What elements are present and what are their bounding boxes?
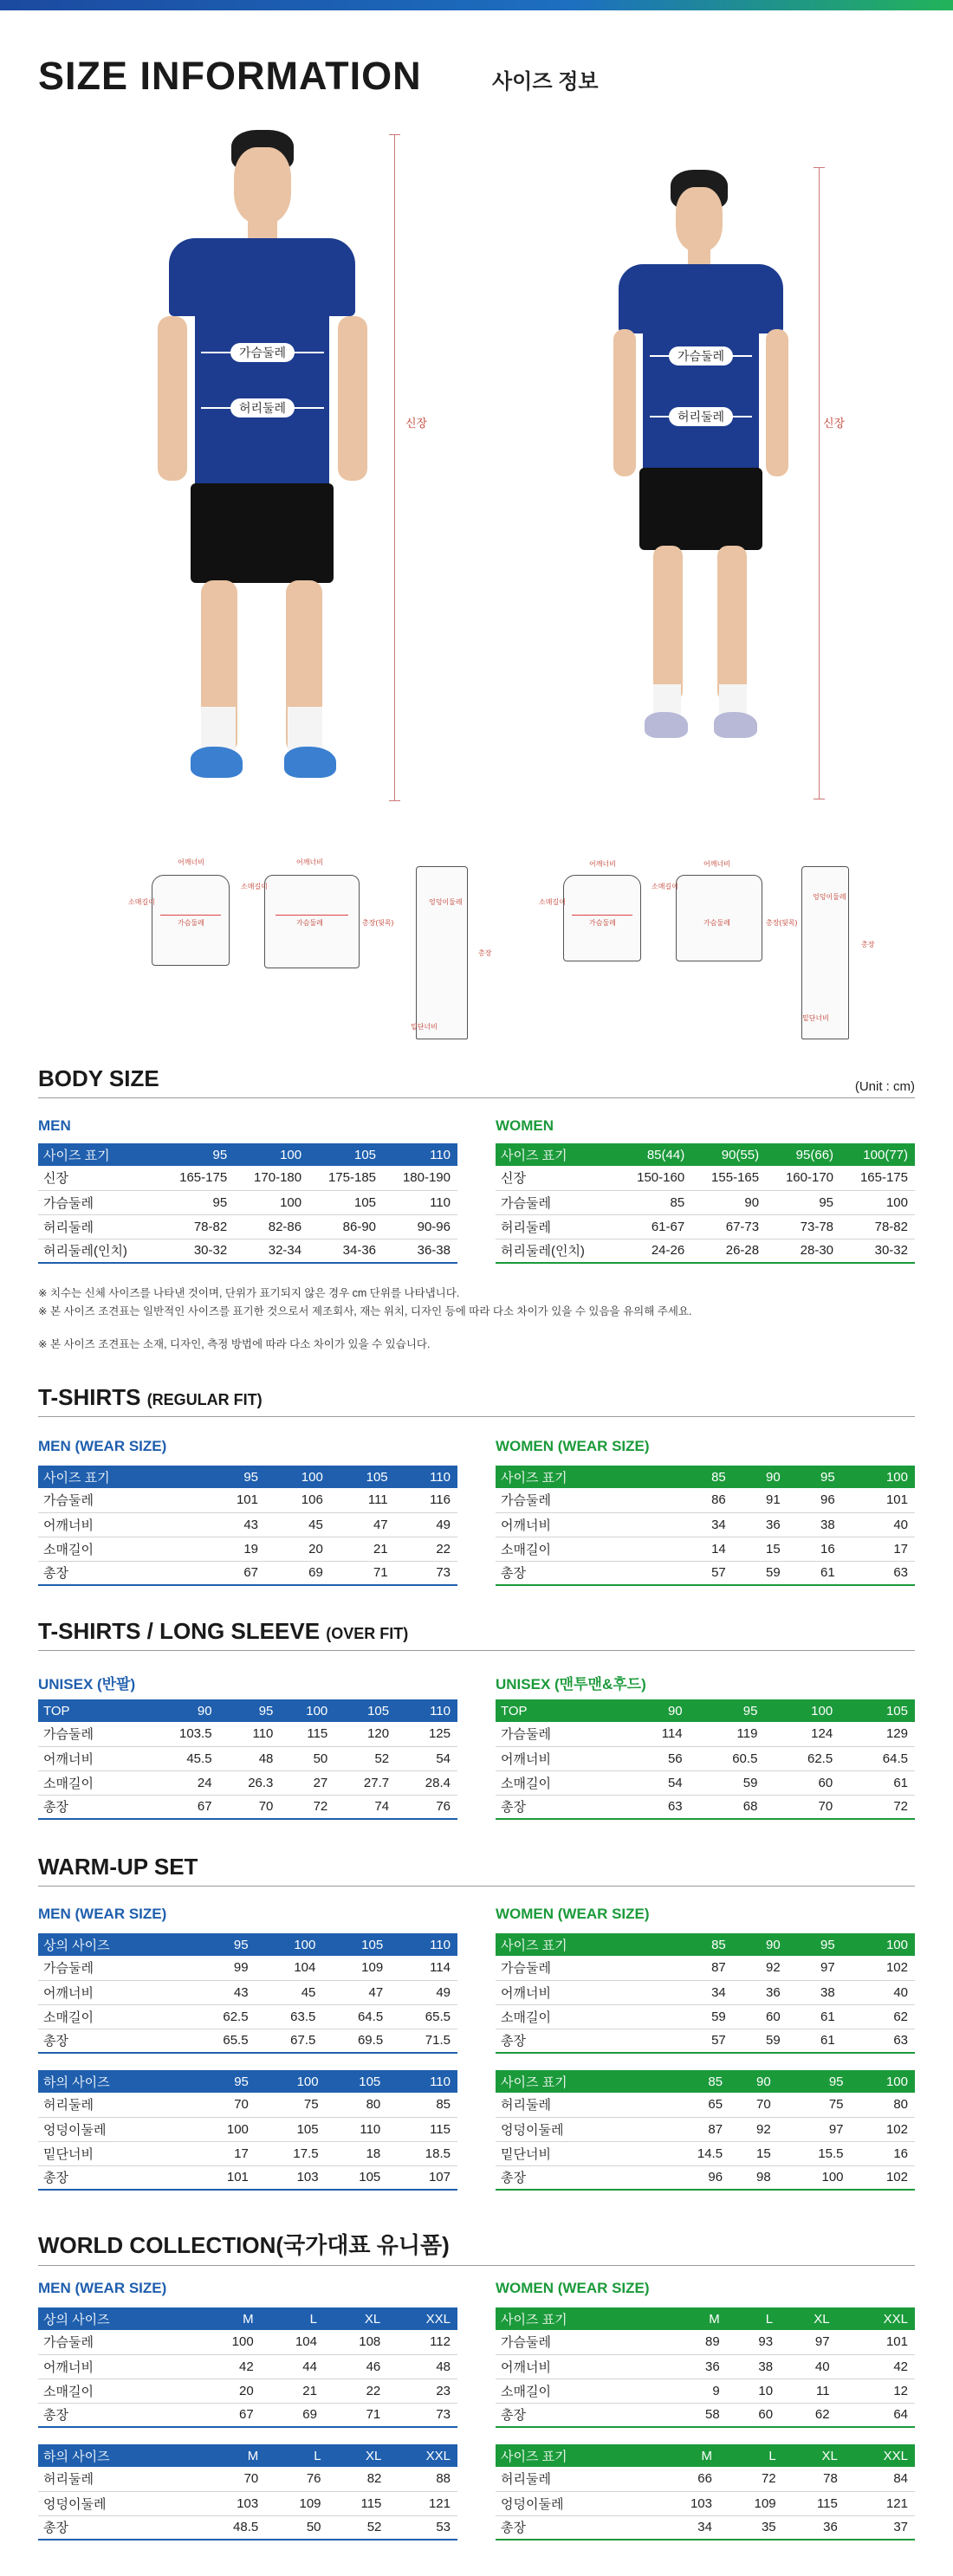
table-row: 어깨너비 43 45 47 49 [38, 1512, 457, 1537]
table-row: 허리둘레 66 72 78 84 [496, 2467, 915, 2491]
table-row: 허리둘레 61-67 67-73 73-78 78-82 [496, 1214, 915, 1239]
table-row: 총장 34 35 36 37 [496, 2515, 915, 2540]
tshirts-women-table: 사이즈 표기 85 90 95 100 가슴둘레 86 91 96 101 어깨너비 34 36 38 40 소매길이 14 15 16 17 총장 57 59 61 63 [496, 1466, 915, 1586]
world-women-label: WOMEN (WEAR SIZE) [496, 2280, 650, 2296]
warmup-men-bottom-table: 하의 사이즈 95 100 105 110 허리둘레 70 75 80 85 엉덩이둘레 100 105 110 115 밑단너비 17 17.5 18 18.5 총장 101 103 105 107 [38, 2070, 457, 2191]
body-size-women-label: WOMEN [496, 1117, 554, 1134]
table-row: 총장 67 69 71 73 [38, 1561, 457, 1585]
chest-label-woman: 가슴둘레 [669, 346, 733, 366]
table-row: 가슴둘레 95 100 105 110 [38, 1190, 457, 1214]
table-row: 가슴둘레 87 92 97 102 [496, 1956, 915, 1980]
table-row: 총장 48.5 50 52 53 [38, 2515, 457, 2540]
table-row: 총장 96 98 100 102 [496, 2165, 915, 2190]
table-row: 어깨너비 43 45 47 49 [38, 1980, 457, 2004]
table-row: 가슴둘레 103.5 110 115 120 125 [38, 1722, 457, 1746]
table-row: 어깨너비 45.5 48 50 52 54 [38, 1746, 457, 1770]
man-figure [147, 121, 381, 814]
table-row: 가슴둘레 86 91 96 101 [496, 1488, 915, 1512]
unisex-short-table: TOP 90 95 100 105 110 가슴둘레 103.5 110 115 120 125 어깨너비 45.5 48 50 52 54 소매길이 24 26.3 27 27.7 28.4 총장 67 70 72 74 76 [38, 1699, 457, 1820]
page-title: SIZE INFORMATION [38, 54, 422, 98]
table-row: 총장 57 59 61 63 [496, 2029, 915, 2053]
table-row: 밑단너비 14.5 15 15.5 16 [496, 2141, 915, 2165]
table-row: 총장 58 60 62 64 [496, 2403, 915, 2427]
table-row: 소매길이 24 26.3 27 27.7 28.4 [38, 1770, 457, 1795]
table-row: 어깨너비 34 36 38 40 [496, 1980, 915, 2004]
table-row: 엉덩이둘레 87 92 97 102 [496, 2117, 915, 2141]
table-row: 허리둘레 65 70 75 80 [496, 2093, 915, 2117]
table-row: 신장 165-175 170-180 175-185 180-190 [38, 1166, 457, 1190]
table-row: 허리둘레 78-82 82-86 86-90 90-96 [38, 1214, 457, 1239]
table-row: 가슴둘레 114 119 124 129 [496, 1722, 915, 1746]
world-men-label: MEN (WEAR SIZE) [38, 2280, 167, 2296]
table-row: 소매길이 54 59 60 61 [496, 1770, 915, 1795]
note-2: ※ 본 사이즈 조견표는 일반적인 사이즈를 표기한 것으로서 제조회사, 재는 위치, 디자인 등에 따라 다소 차이가 있을 수 있음을 유의해 주세요. [38, 1305, 692, 1317]
table-row: 엉덩이둘레 100 105 110 115 [38, 2117, 457, 2141]
warmup-women-label: WOMEN (WEAR SIZE) [496, 1906, 650, 1922]
tshirts-heading: T-SHIRTS (REGULAR FIT) [38, 1384, 915, 1417]
waist-label-woman: 허리둘레 [669, 407, 733, 426]
tshirts-women-label: WOMEN (WEAR SIZE) [496, 1438, 650, 1454]
woman-figure [606, 165, 806, 806]
table-row: 총장 63 68 70 72 [496, 1795, 915, 1819]
tshirts-men-label: MEN (WEAR SIZE) [38, 1438, 167, 1454]
long-sleeve-heading: T-SHIRTS / LONG SLEEVE (OVER FIT) [38, 1618, 915, 1651]
table-row: 어깨너비 36 38 40 42 [496, 2354, 915, 2379]
table-row: 가슴둘레 100 104 108 112 [38, 2330, 457, 2354]
table-row: 총장 101 103 105 107 [38, 2165, 457, 2190]
table-row: 소매길이 20 21 22 23 [38, 2379, 457, 2403]
unisex-hood-label: UNISEX (맨투맨&후드) [496, 1676, 646, 1693]
table-row: 소매길이 59 60 61 62 [496, 2004, 915, 2029]
body-size-heading: BODY SIZE [38, 1065, 915, 1098]
table-row: 밑단너비 17 17.5 18 18.5 [38, 2141, 457, 2165]
table-row: 엉덩이둘레 103 109 115 121 [38, 2491, 457, 2515]
table-row: 허리둘레 70 75 80 85 [38, 2093, 457, 2117]
top-gradient-bar [0, 0, 953, 10]
table-row: 어깨너비 56 60.5 62.5 64.5 [496, 1746, 915, 1770]
table-row: 어깨너비 34 36 38 40 [496, 1512, 915, 1537]
table-row: 허리둘레(인치) 24-26 26-28 28-30 30-32 [496, 1239, 915, 1263]
world-women-bottom-table: 사이즈 표기 M L XL XXL 허리둘레 66 72 78 84 엉덩이둘레 103 109 115 121 총장 34 35 36 37 [496, 2444, 915, 2540]
height-line-woman [819, 167, 820, 799]
world-heading: WORLD COLLECTION(국가대표 유니폼) [38, 2228, 915, 2266]
table-row: 어깨너비 42 44 46 48 [38, 2354, 457, 2379]
tshirts-men-table: 사이즈 표기 95 100 105 110 가슴둘레 101 106 111 116 어깨너비 43 45 47 49 소매길이 19 20 21 22 총장 67 69 71 73 [38, 1466, 457, 1586]
table-row: 소매길이 19 20 21 22 [38, 1537, 457, 1561]
chest-label-man: 가슴둘레 [230, 343, 295, 362]
unisex-hood-table: TOP 90 95 100 105 가슴둘레 114 119 124 129 어깨너비 56 60.5 62.5 64.5 소매길이 54 59 60 61 총장 63 68 70 72 [496, 1699, 915, 1820]
table-row: 허리둘레 70 76 82 88 [38, 2467, 457, 2491]
table-row: 가슴둘레 101 106 111 116 [38, 1488, 457, 1512]
table-row: 가슴둘레 85 90 95 100 [496, 1190, 915, 1214]
world-men-top-table: 상의 사이즈 M L XL XXL 가슴둘레 100 104 108 112 어깨너비 42 44 46 48 소매길이 20 21 22 23 총장 67 69 71 73 [38, 2307, 457, 2428]
warmup-men-label: MEN (WEAR SIZE) [38, 1906, 167, 1922]
warmup-women-bottom-table: 사이즈 표기 85 90 95 100 허리둘레 65 70 75 80 엉덩이둘레 87 92 97 102 밑단너비 14.5 15 15.5 16 총장 96 98 100 102 [496, 2070, 915, 2191]
table-row: 소매길이 9 10 11 12 [496, 2379, 915, 2403]
body-size-women-table: 사이즈 표기 85(44) 90(55) 95(66) 100(77) 신장 150-160 155-165 160-170 165-175 가슴둘레 85 90 95 100 허리둘레 61-67 67-73 73-78 78-82 허리둘레(인치) 24-26 26-28 28-30 30-32 [496, 1143, 915, 1264]
table-row: 총장 65.5 67.5 69.5 71.5 [38, 2029, 457, 2053]
page-title-ko: 사이즈 정보 [492, 70, 599, 94]
body-size-men-table: 사이즈 표기 95 100 105 110 신장 165-175 170-180 175-185 180-190 가슴둘레 95 100 105 110 허리둘레 78-82 82-86 86-90 90-96 허리둘레(인치) 30-32 32-34 34-36 36-38 [38, 1143, 457, 1264]
warmup-women-top-table: 사이즈 표기 85 90 95 100 가슴둘레 87 92 97 102 어깨너비 34 36 38 40 소매길이 59 60 61 62 총장 57 59 61 63 [496, 1933, 915, 2054]
body-size-men-label: MEN [38, 1117, 71, 1134]
table-row: 소매길이 62.5 63.5 64.5 65.5 [38, 2004, 457, 2029]
world-men-bottom-table: 하의 사이즈 M L XL XXL 허리둘레 70 76 82 88 엉덩이둘레 103 109 115 121 총장 48.5 50 52 53 [38, 2444, 457, 2540]
warmup-men-top-table: 상의 사이즈 95 100 105 110 가슴둘레 99 104 109 114 어깨너비 43 45 47 49 소매길이 62.5 63.5 64.5 65.5 총장 65.5 67.5 69.5 71.5 [38, 1933, 457, 2054]
note-3: ※ 본 사이즈 조견표는 소재, 디자인, 측정 방법에 따라 다소 차이가 있을 수 있습니다. [38, 1338, 431, 1350]
world-women-top-table: 사이즈 표기 M L XL XXL 가슴둘레 89 93 97 101 어깨너비 36 38 40 42 소매길이 9 10 11 12 총장 58 60 62 64 [496, 2307, 915, 2428]
table-row: 신장 150-160 155-165 160-170 165-175 [496, 1166, 915, 1190]
unisex-short-label: UNISEX (반팔) [38, 1676, 136, 1693]
table-row: 소매길이 14 15 16 17 [496, 1537, 915, 1561]
table-row: 총장 57 59 61 63 [496, 1561, 915, 1585]
warmup-heading: WARM-UP SET [38, 1854, 915, 1887]
table-row: 총장 67 70 72 74 76 [38, 1795, 457, 1819]
height-label-woman: 신장 [823, 417, 846, 430]
table-row: 엉덩이둘레 103 109 115 121 [496, 2491, 915, 2515]
table-row: 허리둘레(인치) 30-32 32-34 34-36 36-38 [38, 1239, 457, 1263]
table-row: 가슴둘레 89 93 97 101 [496, 2330, 915, 2354]
table-row: 가슴둘레 99 104 109 114 [38, 1956, 457, 1980]
note-1: ※ 치수는 신체 사이즈를 나타낸 것이며, 단위가 표기되지 않은 경우 cm 단위를 나타냅니다. [38, 1287, 460, 1299]
waist-label-man: 허리둘레 [230, 398, 295, 417]
unit-label: (Unit : cm) [854, 1079, 915, 1094]
height-label-man: 신장 [405, 417, 428, 430]
table-row: 총장 67 69 71 73 [38, 2403, 457, 2427]
height-line-man [394, 134, 395, 801]
